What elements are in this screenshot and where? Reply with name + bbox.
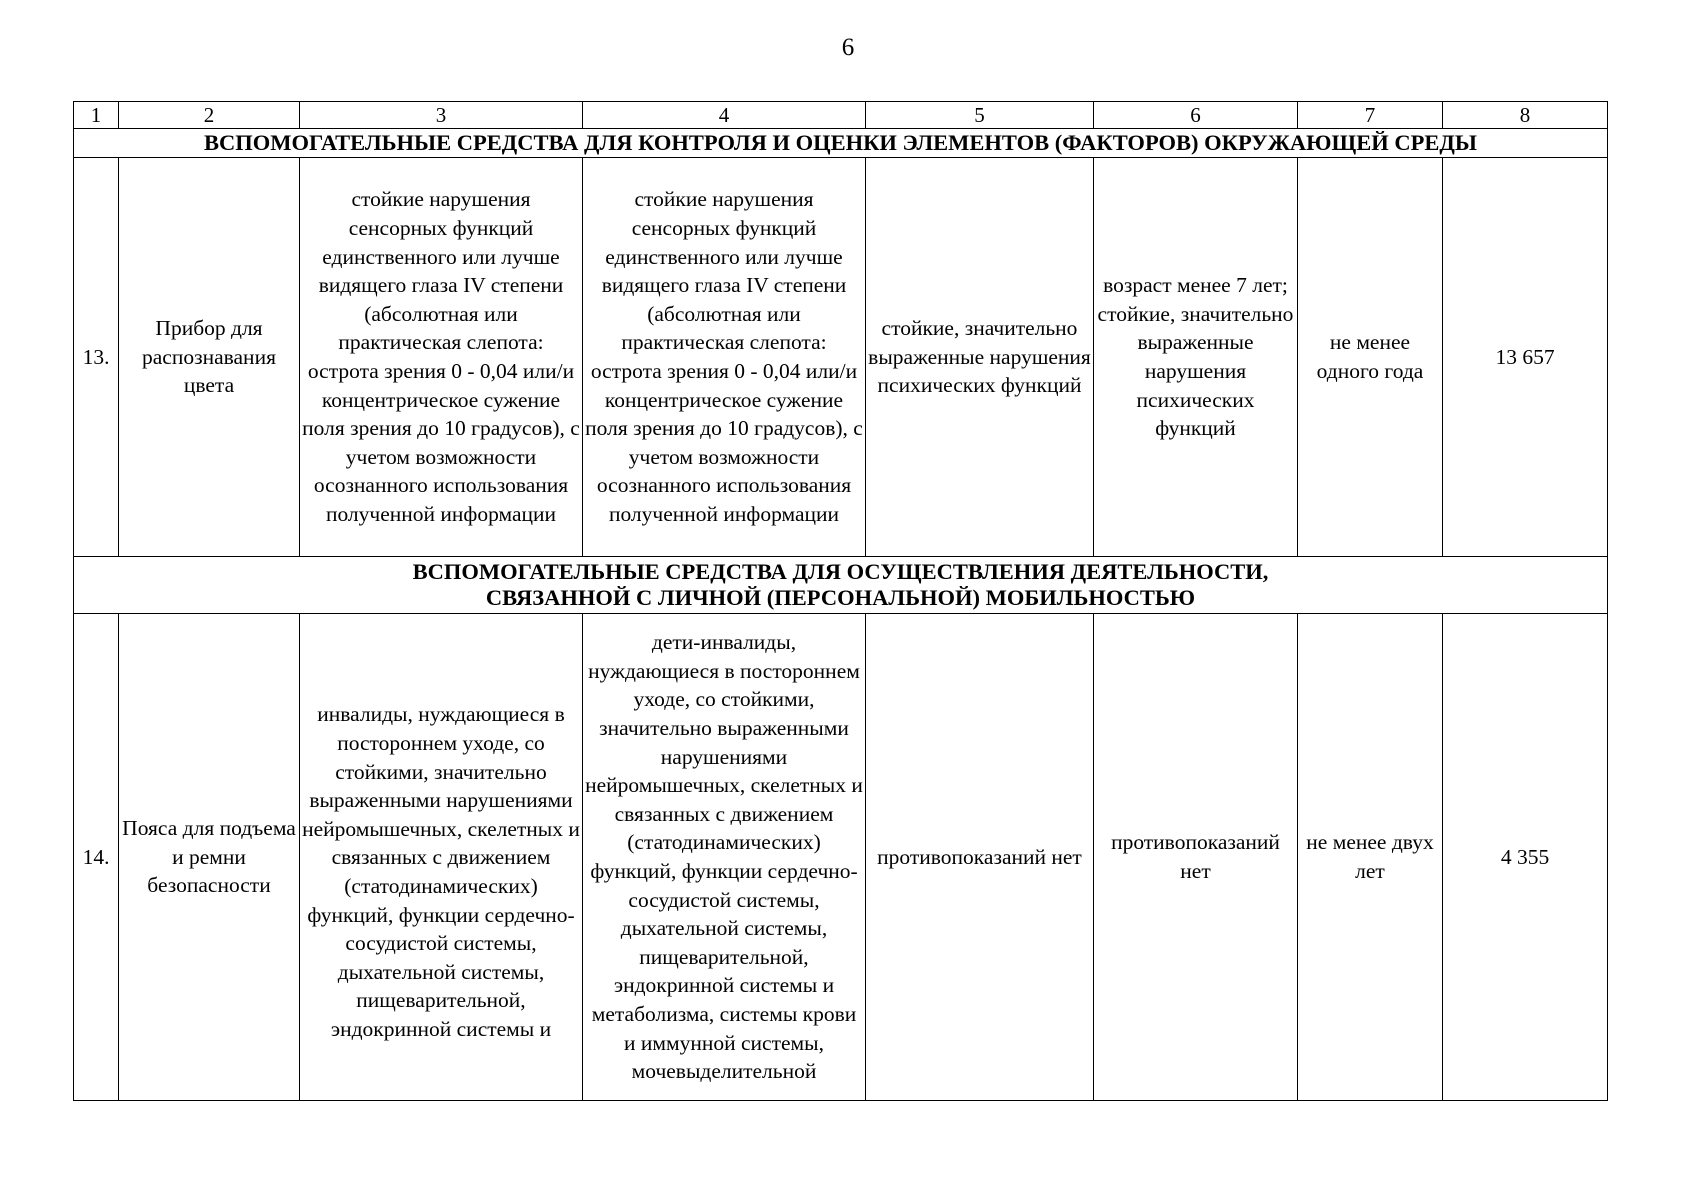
device-name: Пояса для подъема и ремни безопасности: [119, 614, 300, 1101]
indications-adults: стойкие нарушения сенсорных функций единственного или лучше видящего глаза IV степени (абсолютная или практическая слепота: острота зрения 0 - 0,04 или/и концентрическое сужение поля зрения до 10 градусов), с учетом возможности осознанного использования полученной информации: [300, 158, 583, 557]
price: 4 355: [1443, 614, 1608, 1101]
section-header-row: [74, 557, 1608, 614]
usage-term: не менее одного года: [1298, 158, 1443, 557]
column-number: 8: [1443, 102, 1608, 129]
assistive-devices-table: [73, 101, 1608, 1101]
column-number: 6: [1094, 102, 1298, 129]
device-name: Прибор для распознавания цвета: [119, 158, 300, 557]
usage-term: не менее двух лет: [1298, 614, 1443, 1101]
table-row: [74, 614, 1608, 1101]
section-header-row: [74, 129, 1608, 158]
indications-children: стойкие нарушения сенсорных функций единственного или лучше видящего глаза IV степени (абсолютная или практическая слепота: острота зрения 0 - 0,04 или/и концентрическое сужение поля зрения до 10 градусов), с учетом возможности осознанного использования полученной информации: [583, 158, 866, 557]
contraindications-children: противопоказаний нет: [1094, 614, 1298, 1101]
indications-adults: инвалиды, нуждающиеся в постороннем уходе, со стойкими, значительно выраженными нарушениями нейромышечных, скелетных и связанных с движением (статодинамических) функций, функции сердечно-сосудистой системы, дыхательной системы, пищеварительной, эндокринной системы и: [300, 614, 583, 1101]
row-number: 13.: [74, 158, 119, 557]
column-number: 7: [1298, 102, 1443, 129]
row-number: 14.: [74, 614, 119, 1101]
section-title-line: СВЯЗАННОЙ С ЛИЧНОЙ (ПЕРСОНАЛЬНОЙ) МОБИЛЬНОСТЬЮ: [485, 585, 1196, 610]
column-number: 1: [74, 102, 119, 129]
section-title: [74, 557, 1608, 614]
column-number: 5: [866, 102, 1094, 129]
column-number: 4: [583, 102, 866, 129]
table-row: [74, 158, 1608, 557]
column-numbers-row: [74, 102, 1608, 129]
contraindications-adults: противопоказаний нет: [866, 614, 1094, 1101]
page-number: 6: [841, 34, 855, 61]
price: 13 657: [1443, 158, 1608, 557]
contraindications-adults: стойкие, значительно выраженные нарушения психических функций: [866, 158, 1094, 557]
indications-children: дети-инвалиды, нуждающиеся в постороннем уходе, со стойкими, значительно выраженными нарушениями нейромышечных, скелетных и связанных с движением (статодинамических) функций, функции сердечно-сосудистой системы, дыхательной системы, пищеварительной, эндокринной системы и метаболизма, системы крови и иммунной системы, мочевыделительной: [583, 614, 866, 1101]
column-number: 2: [119, 102, 300, 129]
column-number: 3: [300, 102, 583, 129]
section-title-line: ВСПОМОГАТЕЛЬНЫЕ СРЕДСТВА ДЛЯ ОСУЩЕСТВЛЕНИЯ ДЕЯТЕЛЬНОСТИ,: [412, 559, 1269, 584]
section-title: ВСПОМОГАТЕЛЬНЫЕ СРЕДСТВА ДЛЯ КОНТРОЛЯ И ОЦЕНКИ ЭЛЕМЕНТОВ (ФАКТОРОВ) ОКРУЖАЮЩЕЙ СРЕДЫ: [74, 129, 1608, 158]
contraindications-children: возраст менее 7 лет; стойкие, значительно выраженные нарушения психических функций: [1094, 158, 1298, 557]
